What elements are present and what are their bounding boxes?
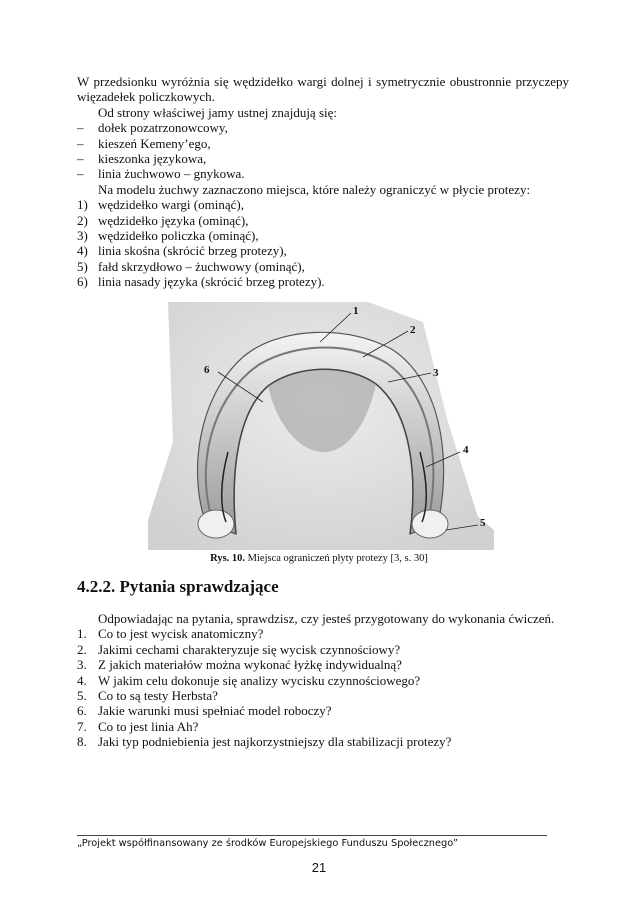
list-item xyxy=(77,688,569,703)
list-item xyxy=(77,136,569,151)
list-marker: 6) xyxy=(77,274,88,290)
list-item xyxy=(77,657,569,672)
questions-intro: Odpowiadając na pytania, sprawdzisz, czy jesteś przygotowany do wykonania ćwiczeń. xyxy=(98,611,555,626)
list-marker: 4. xyxy=(77,672,87,688)
list-item xyxy=(77,166,569,181)
list-marker: – xyxy=(77,120,84,136)
caption-text: Miejsca ograniczeń płyty protezy [3, s. 30] xyxy=(245,553,428,564)
list-item xyxy=(77,719,569,734)
intro-paragraph-1: W przedsionku wyróżnia się wędzidełko wargi dolnej i symetrycznie obustronnie przyczepy więzadełek policzkowych. xyxy=(77,74,569,105)
questions-section xyxy=(77,611,569,750)
list-item-text: kieszonka językowa, xyxy=(98,151,207,167)
list-marker: 1) xyxy=(77,197,88,213)
figure-label-1: 1 xyxy=(353,305,359,317)
list-marker: 3) xyxy=(77,228,88,244)
list-item-text: kieszeń Kemeny’ego, xyxy=(98,135,211,151)
list-item-text: dołek pozatrzonowcowy, xyxy=(98,120,228,136)
list-item-text: Jakie warunki musi spełniać model roboczy? xyxy=(98,703,332,719)
list-item-text: fałd skrzydłowo – żuchwowy (ominąć), xyxy=(98,258,305,274)
limits-list xyxy=(77,197,569,289)
list-item xyxy=(77,228,569,243)
list-item xyxy=(77,151,569,166)
list-item-text: W jakim celu dokonuje się analizy wycisku czynnościowego? xyxy=(98,672,421,688)
list-marker: 3. xyxy=(77,657,87,673)
list-item-text: linia żuchwowo – gnykowa. xyxy=(98,166,245,182)
list-item xyxy=(77,213,569,228)
intro-section xyxy=(77,74,569,290)
list-item xyxy=(77,703,569,718)
list-item-text: Co to jest wycisk anatomiczny? xyxy=(98,626,264,642)
figure-label-2: 2 xyxy=(410,324,416,336)
intro-paragraph-3: Na modelu żuchwy zaznaczono miejsca, które należy ograniczyć w płycie protezy: xyxy=(98,181,531,197)
list-marker: 5. xyxy=(77,688,87,704)
caption-number: Rys. 10. xyxy=(210,553,246,564)
list-item-text: Jakimi cechami charakteryzuje się wycisk czynnościowy? xyxy=(98,641,401,657)
list-marker: – xyxy=(77,166,84,182)
list-marker: 2. xyxy=(77,641,87,657)
list-item xyxy=(77,642,569,657)
list-item-text: linia nasady języka (skrócić brzeg protezy). xyxy=(98,274,325,290)
list-marker: 5) xyxy=(77,258,88,274)
list-item xyxy=(77,626,569,641)
list-item xyxy=(77,274,569,289)
list-item xyxy=(77,673,569,688)
list-marker: 7. xyxy=(77,718,87,734)
figure-caption xyxy=(0,553,638,564)
figure-label-3: 3 xyxy=(433,367,439,379)
list-item-text: wędzidełko wargi (ominąć), xyxy=(98,197,244,213)
intro-paragraph-2: Od strony właściwej jamy ustnej znajdują się: xyxy=(98,104,338,120)
list-marker: 4) xyxy=(77,243,88,259)
list-item-text: wędzidełko policzka (ominąć), xyxy=(98,228,259,244)
list-marker: 8. xyxy=(77,734,87,750)
footer-funding-note: „Projekt współfinansowany ze środków Europejskiego Funduszu Społecznego” xyxy=(77,838,458,849)
list-item-text: Co to są testy Herbsta? xyxy=(98,688,218,704)
list-item xyxy=(77,120,569,135)
figure-label-6: 6 xyxy=(204,364,210,376)
structures-list xyxy=(77,120,569,182)
list-marker: 1. xyxy=(77,626,87,642)
figure-label-5: 5 xyxy=(480,517,486,529)
questions-list xyxy=(77,626,569,749)
mandible-model-figure xyxy=(148,302,494,550)
list-item-text: wędzidełko języka (ominąć), xyxy=(98,212,249,228)
page-number: 21 xyxy=(311,860,327,875)
list-marker: – xyxy=(77,135,84,151)
list-marker: 2) xyxy=(77,212,88,228)
list-item-text: Co to jest linia Ah? xyxy=(98,718,199,734)
list-item-text: Jaki typ podniebienia jest najkorzystniejszy dla stabilizacji protezy? xyxy=(98,734,452,750)
list-item-text: Z jakich materiałów można wykonać łyżkę indywidualną? xyxy=(98,657,402,673)
list-marker: – xyxy=(77,151,84,167)
list-item xyxy=(77,197,569,212)
figure-label-4: 4 xyxy=(463,444,469,456)
list-item-text: linia skośna (skrócić brzeg protezy), xyxy=(98,243,287,259)
footer-divider xyxy=(77,835,547,836)
mandible-model-image xyxy=(148,302,494,550)
list-item xyxy=(77,734,569,749)
section-title: 4.2.2. Pytania sprawdzające xyxy=(77,577,279,596)
list-marker: 6. xyxy=(77,703,87,719)
list-item xyxy=(77,243,569,258)
list-item xyxy=(77,259,569,274)
